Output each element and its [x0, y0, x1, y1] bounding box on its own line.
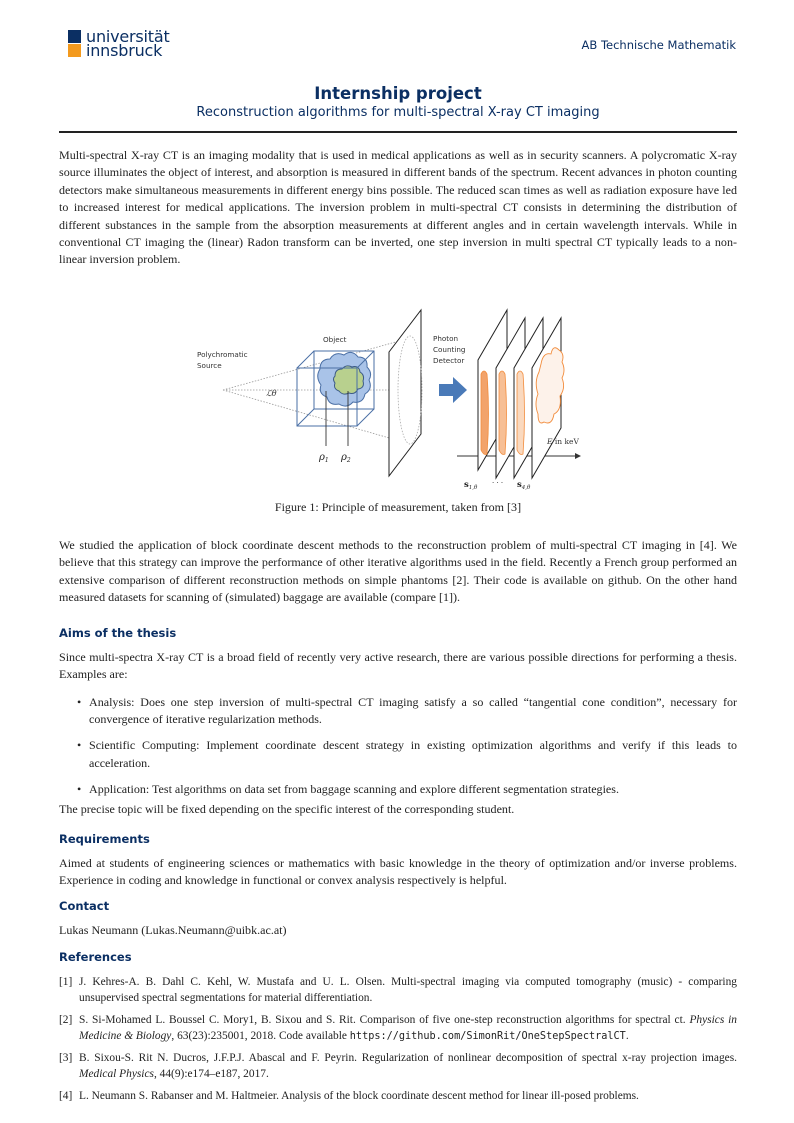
label-dots: · · ·: [492, 479, 504, 487]
aims-item-analysis: • Analysis: Does one step inversion of multi-spectral CT imaging satisfy a so called “tangential cone condition”, necessary for convergence of iterative regularization methods.: [77, 694, 737, 728]
label-photon: Photon: [433, 334, 459, 343]
reference-details: , 63(23):235001, 2018. Code available: [171, 1029, 350, 1042]
label-rho2: $\rho_2$: [341, 452, 351, 464]
label-detector: Detector: [433, 356, 465, 365]
requirements-heading: Requirements: [59, 832, 150, 846]
aims-item-application: • Application: Test algorithms on data set from baggage scanning and explore different segmentation strategies.: [77, 781, 737, 798]
reference-journal: Physics in Medicine & Biology: [79, 1013, 737, 1042]
reference-text: J. Kehres-A. B. Dahl C. Kehl, W. Mustafa and U. L. Olsen. Multi-spectral imaging via computed tomography (music) - comparing unsupervised spectral segmentations for material differentiation.: [79, 976, 737, 1005]
label-polychromatic: Polychromatic: [197, 350, 248, 359]
logo-blue-square: [68, 30, 81, 43]
reference-url-link[interactable]: https://github.com/SimonRit/OneStepSpectralCT: [349, 1030, 626, 1042]
contact-text: Lukas Neumann (Lukas.Neumann@uibk.ac.at): [59, 923, 287, 937]
label-s4: $s_{4,\theta}$: [517, 480, 531, 490]
label-s1: $s_{1,\theta}$: [464, 480, 478, 490]
figure-caption: Figure 1: Principle of measurement, taken from [3]: [274, 500, 522, 514]
reference-number: [2]: [59, 1013, 73, 1026]
title-divider: [59, 131, 737, 133]
contact-heading: Contact: [59, 899, 110, 913]
aims-heading: Aims of the thesis: [59, 626, 177, 640]
reference-journal: Medical Physics: [79, 1068, 154, 1081]
label-source: Source: [197, 361, 222, 370]
reference-details: , 44(9):e174–e187, 2017.: [153, 1068, 269, 1081]
aims-closing: The precise topic will be fixed depending on the specific interest of the corresponding student.: [59, 802, 515, 816]
logo-wordmark: [86, 27, 170, 60]
aims-item-scientific-computing: • Scientific Computing: Implement coordinate descent strategy in existing optimization algorithms and verify if this leads to acceleration.: [77, 737, 737, 771]
university-logo: [68, 27, 170, 60]
label-energy-axis: E in keV: [547, 437, 579, 446]
reference-text: B. Sixou-S. Rit N. Ducros, J.F.P.J. Abascal and F. Peyrin. Regularization of nonlinear decomposition of spectral x-ray projection images.: [79, 1052, 737, 1065]
reference-text: L. Neumann S. Rabanser and M. Haltmeier. Analysis of the block coordinate descent method for linear ill-posed problems.: [79, 1089, 639, 1102]
aims-list: [77, 694, 737, 807]
references-heading: References: [59, 950, 132, 964]
page-header: [0, 0, 794, 70]
logo-line2: innsbruck: [86, 40, 163, 60]
department-name: AB Technische Mathematik: [581, 38, 736, 52]
label-rho1: $\rho_1$: [319, 452, 329, 464]
reference-item: [59, 1050, 737, 1083]
label-line-L-theta: ℒθ: [266, 389, 277, 398]
references-list: [59, 974, 737, 1109]
page-subtitle: Reconstruction algorithms for multi-spectral X-ray CT imaging: [196, 105, 600, 120]
page-title: Internship project: [314, 84, 482, 103]
label-object: Object: [323, 335, 347, 344]
reference-end: .: [625, 1029, 629, 1042]
reference-item: [59, 1012, 737, 1046]
reference-text: S. Si-Mohamed L. Boussel C. Mory1, B. Sixou and S. Rit. Comparison of five one-step reconstruction algorithms for spectral ct.: [79, 1013, 690, 1026]
measurement-figure: [195, 294, 615, 490]
intro-paragraph: Multi-spectral X-ray CT is an imaging modality that is used in medical applications as well as in security scanners. A polycromatic X-ray source illuminates the object of interest, and absorption is measured in different bands of the spectrum. Recent advances in photon counting detectors make simultaneous measurements in different energy bins possible. The reduced scan times as well as radiation exposure have led to increased interest for medical applications. The inversion problem in multi-spectral CT consists in determining the distribution of different substances in the sample from the absorption measurements at different angles and in certain wavelength intervals. While in conventional CT imaging the (linear) Radon transform can be inverted, one step inversion in multi spectral CT typically leads to a non-linear inversion problem.: [59, 148, 737, 267]
requirements-text: Aimed at students of engineering sciences or mathematics with basic knowledge in the theory of optimization and/or inverse problems. Experience in coding and knowledge in functional or convex analysis respectively is helpful.: [59, 856, 737, 888]
logo-squares-icon: [68, 30, 81, 57]
title-block: [59, 84, 737, 121]
reference-number: [3]: [59, 1052, 73, 1065]
ct-principle-diagram: [195, 294, 615, 490]
reference-number: [4]: [59, 1089, 73, 1102]
body-paragraph-2: We studied the application of block coordinate descent methods to the reconstruction problem of multi-spectral CT imaging in [4]. We believe that this strategy can improve the performance of other iterative algorithms used in the field. Recently a French group performed an extensive comparison of different reconstruction methods on simple phantoms [2]. Their code is available on github. On the other hand measured datasets for scanning of (simulated) baggage are available (compare [1]).: [59, 538, 737, 605]
aims-intro: Since multi-spectra X-ray CT is a broad field of recently very active research, there are various possible directions for performing a thesis. Examples are:: [59, 650, 737, 682]
reference-item: [59, 1088, 737, 1104]
reference-number: [1]: [59, 976, 73, 988]
logo-line1: universität: [86, 27, 170, 46]
label-counting: Counting: [433, 345, 466, 354]
reference-item: [59, 974, 737, 1007]
logo-orange-square: [68, 44, 81, 57]
